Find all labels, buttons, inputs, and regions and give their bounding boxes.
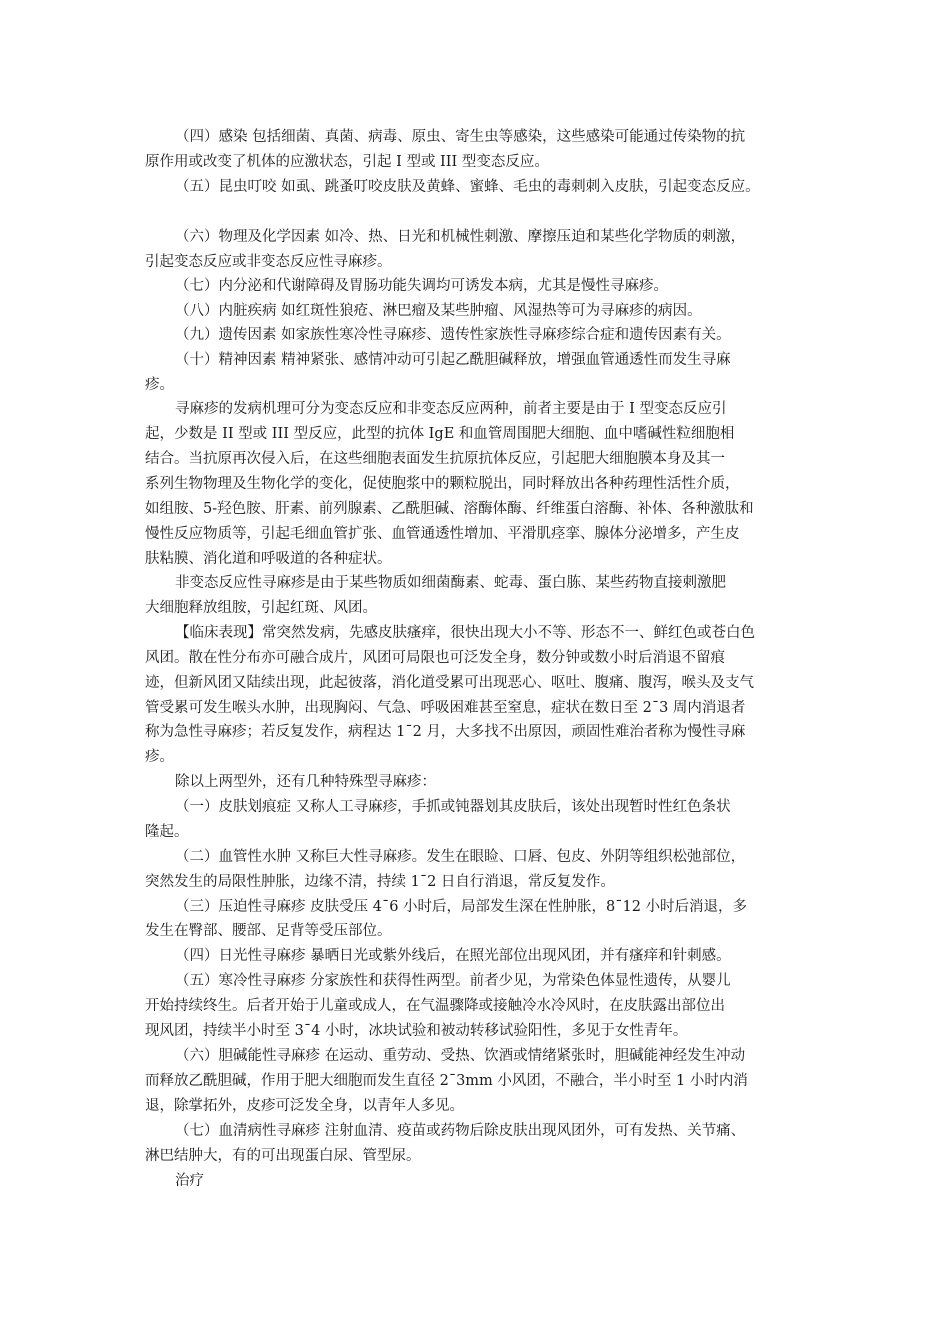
- text-line: 退，除掌拓外，皮疹可泛发全身，以青年人多见。: [145, 1098, 464, 1114]
- text-line: 开始持续终生。后者开始于儿童或成人，在气温骤降或接触冷水冷风时，在皮肤露出部位出: [145, 998, 725, 1014]
- text-line: （十）精神因素 精神紧张、感情冲动可引起乙酰胆碱释放，增强血管通透性而发生寻麻: [175, 352, 731, 368]
- text-line: 突然发生的局限性肿胀，边缘不清，持续 1¯2 日自行消退，常反复发作。: [145, 874, 615, 890]
- text-line: （五）寒冷性寻麻疹 分家族性和获得性两型。前者少见，为常染色体显性遗传，从婴儿: [175, 973, 731, 989]
- text-line: 隆起。: [145, 824, 189, 840]
- text-line: （四）感染 包括细菌、真菌、病毒、原虫、寄生虫等感染，这些感染可能通过传染物的抗: [175, 129, 746, 145]
- text-line: 淋巴结肿大，有的可出现蛋白尿、管型尿。: [145, 1148, 421, 1164]
- text-line: 发生在臀部、腰部、足背等受压部位。: [145, 923, 392, 939]
- text-line: 现风团，持续半小时至 3¯4 小时，冰块试验和被动转移试验阳性，多见于女性青年。: [145, 1023, 688, 1039]
- text-line: （八）内脏疾病 如红斑性狼疮、淋巴瘤及某些肿瘤、风湿热等可为寻麻疹的病因。: [175, 303, 702, 319]
- text-line: 风团。散在性分布亦可融合成片，风团可局限也可泛发全身，数分钟或数小时后消退不留痕: [145, 650, 725, 666]
- text-line: 原作用或改变了机体的应激状态，引起 I 型或 III 型变态反应。: [145, 154, 549, 170]
- text-line: 如组胺、5-羟色胺、肝素、前列腺素、乙酰胆碱、溶酶体酶、纤维蛋白溶酶、补体、各种激肽和: [145, 501, 754, 517]
- text-line: 结合。当抗原再次侵入后，在这些细胞表面发生抗原抗体反应，引起肥大细胞膜本身及其一: [145, 451, 725, 467]
- text-line: （四）日光性寻麻疹 暴晒日光或紫外线后，在照光部位出现风团，并有瘙痒和针刺感。: [175, 948, 731, 964]
- text-line: 非变态反应性寻麻疹是由于某些物质如细菌酶素、蛇毒、蛋白胨、某些药物直接刺激肥: [175, 575, 726, 591]
- text-line: 寻麻疹的发病机理可分为变态反应和非变态反应两种，前者主要是由于 I 型变态反应引: [175, 401, 727, 417]
- text-line: （一）皮肤划痕症 又称人工寻麻疹，手抓或钝器划其皮肤后，该处出现暂时性红色条状: [175, 799, 731, 815]
- text-line: 称为急性寻麻疹；若反复发作，病程达 1¯2 月，大多找不出原因，顽固性难治者称为慢性寻麻: [145, 724, 746, 740]
- text-line: （二）血管性水肿 又称巨大性寻麻疹。发生在眼睑、口唇、包皮、外阴等组织松弛部位，: [175, 849, 746, 865]
- text-line: 大细胞释放组胺，引起红斑、风团。: [145, 600, 377, 616]
- text-line: 而释放乙酰胆碱，作用于肥大细胞而发生直径 2¯3mm 小风团，不融合，半小时至 1 小时内消: [145, 1073, 748, 1089]
- text-line: 肤粘膜、消化道和呼吸道的各种症状。: [145, 551, 392, 567]
- text-line: 系列生物物理及生物化学的变化，促使胞浆中的颗粒脱出，同时释放出各种药理性活性介质，: [145, 476, 740, 492]
- text-line: 除以上两型外，还有几种特殊型寻麻疹：: [175, 774, 436, 790]
- text-line: 治疗: [175, 1173, 204, 1189]
- text-line: 疹。: [145, 749, 174, 765]
- text-line: 慢性反应物质等，引起毛细血管扩张、血管通透性增加、平滑肌痉挛、腺体分泌增多，产生皮: [145, 526, 740, 542]
- text-line: （七）内分泌和代谢障碍及胃肠功能失调均可诱发本病，尤其是慢性寻麻疹。: [175, 278, 668, 294]
- text-line: 引起变态反应或非变态反应性寻麻疹。: [145, 254, 392, 270]
- text-line: 管受累可发生喉头水肿，出现胸闷、气急、呼吸困难甚至窒息，症状在数日至 2¯3 周内消退者: [145, 700, 746, 716]
- text-line: 迹，但新风团又陆续出现，此起彼落，消化道受累可出现恶心、呕吐、腹痛、腹泻，喉头及支气: [145, 675, 754, 691]
- text-line: （七）血清病性寻麻疹 注射血清、疫苗或药物后除皮肤出现风团外，可有发热、关节痛、: [175, 1123, 746, 1139]
- text-line: （三）压迫性寻麻疹 皮肤受压 4¯6 小时后，局部发生深在性肿胀，8¯12 小时后消退，多: [175, 899, 748, 915]
- text-line: 起，少数是 II 型或 III 型反应，此型的抗体 IgE 和血管周围肥大细胞、血中嗜碱性粒细胞相: [145, 426, 735, 442]
- text-line: （五）昆虫叮咬 如虱、跳蚤叮咬皮肤及黄蜂、蜜蜂、毛虫的毒刺刺入皮肤，引起变态反应。: [175, 179, 760, 195]
- text-line: 【临床表现】常突然发病，先感皮肤瘙痒，很快出现大小不等、形态不一、鲜红色或苍白色: [175, 625, 755, 641]
- text-line: 疹。: [145, 377, 174, 393]
- text-line: （六）物理及化学因素 如冷、热、日光和机械性刺激、摩擦压迫和某些化学物质的刺激，: [175, 229, 746, 245]
- text-line: （六）胆碱能性寻麻疹 在运动、重劳动、受热、饮酒或情绪紧张时，胆碱能神经发生冲动: [175, 1048, 746, 1064]
- text-line: （九）遗传因素 如家族性寒冷性寻麻疹、遗传性家族性寻麻疹综合症和遗传因素有关。: [175, 327, 731, 343]
